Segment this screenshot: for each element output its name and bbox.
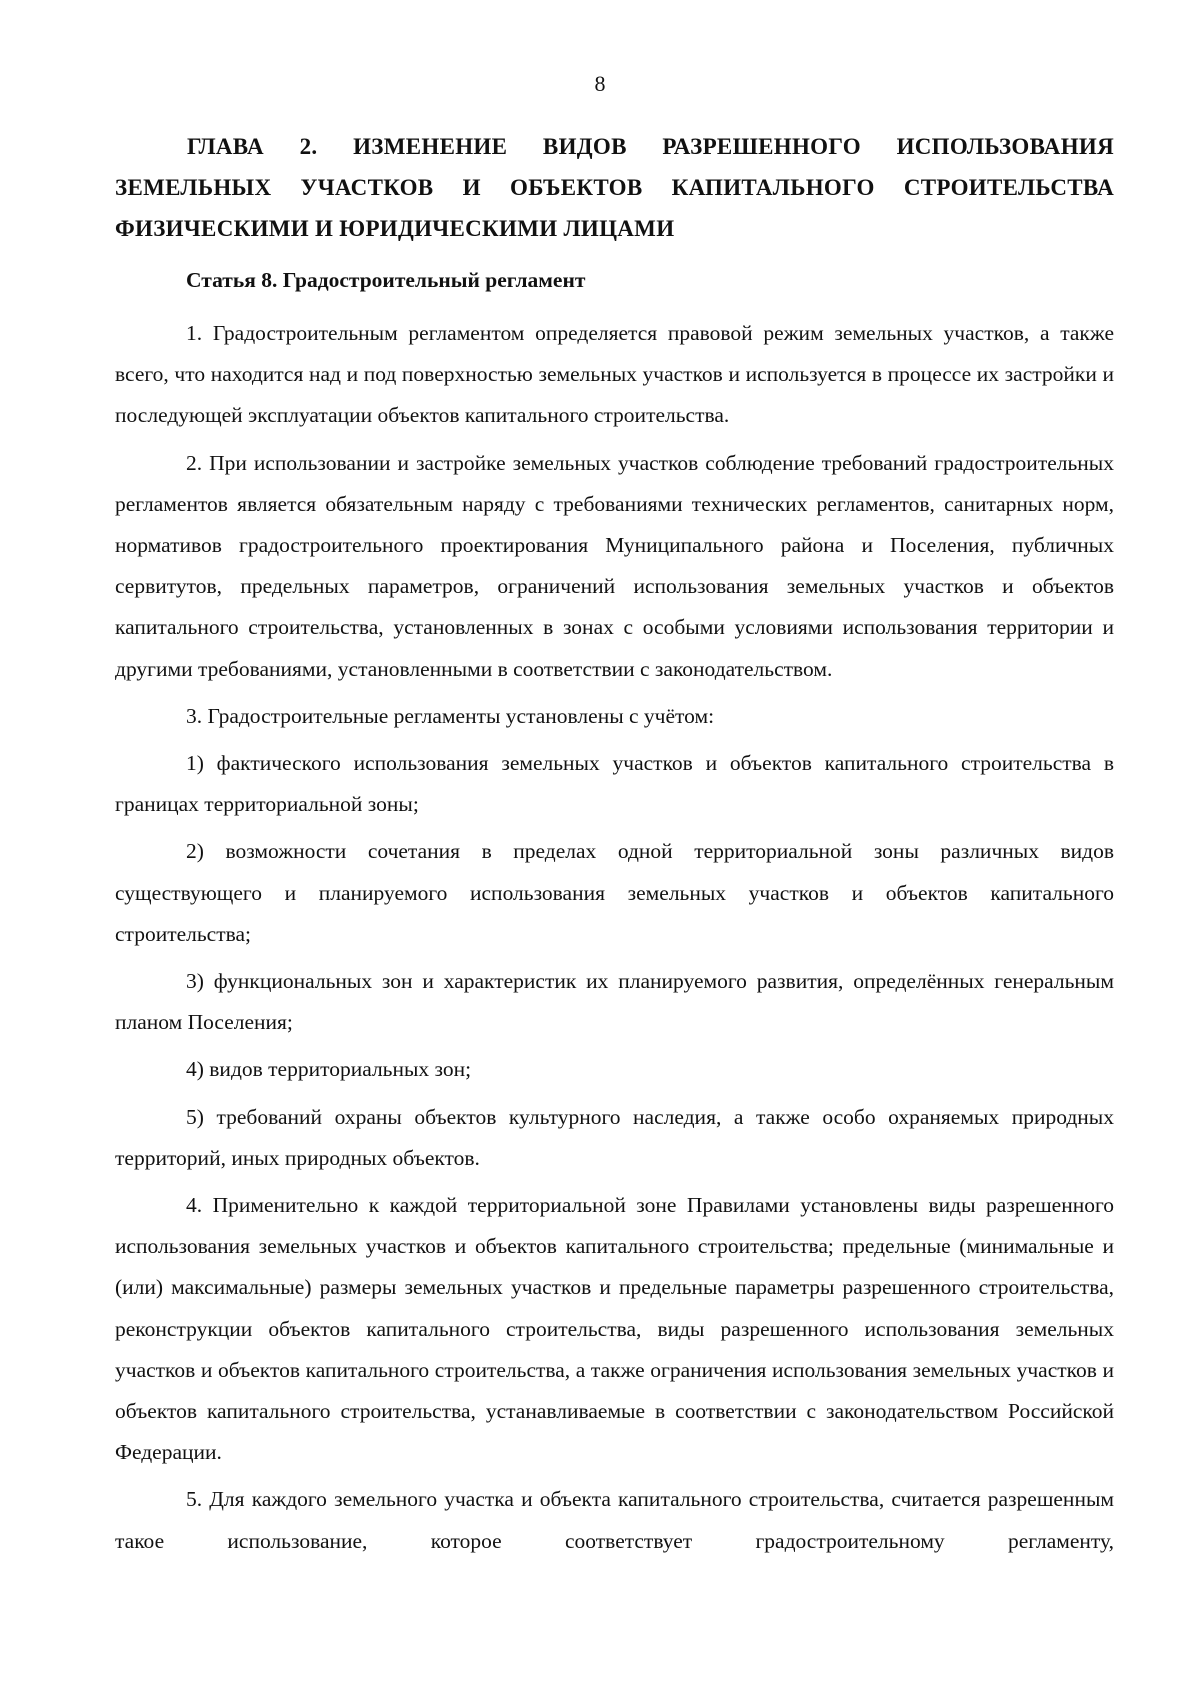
paragraph-1: 1. Градостроительным регламентом определяется правовой режим земельных участков, а также всего, что находится над и под поверхностью земельных участков и используется в процессе их застройки и последующей эксплуатации объектов капитального строительства. — [115, 321, 1114, 428]
chapter-title: ГЛАВА 2. ИЗМЕНЕНИЕ ВИДОВ РАЗРЕШЕННОГО ИСПОЛЬЗОВАНИЯ ЗЕМЕЛЬНЫХ УЧАСТКОВ И ОБЪЕКТОВ КАПИТАЛЬНОГО СТРОИТЕЛЬСТВА ФИЗИЧЕСКИМИ И ЮРИДИЧЕСКИМИ ЛИЦАМИ — [115, 134, 1114, 241]
page-content — [115, 126, 1114, 1568]
paragraph-2: 2. При использовании и застройке земельных участков соблюдение требований градостроительных регламентов является обязательным наряду с требованиями технических регламентов, санитарных норм, нормативов градостроительного проектирования Муниципального района и Поселения, публичных сервитутов, предельных параметров, ограничений использования земельных участков и объектов капитального строительства, установленных в зонах с особыми условиями использования территории и другими требованиями, установленными в соответствии с законодательством. — [115, 450, 1114, 681]
article-title: Статья 8. Градостроительный регламент — [186, 268, 586, 292]
paragraph-3: 3. Градостроительные регламенты установлены с учётом: — [186, 703, 715, 728]
paragraph-4: 4. Применительно к каждой территориальной зоне Правилами установлены виды разрешенного использования земельных участков и объектов капитального строительства; предельные (минимальные и (или) максимальные) размеры земельных участков и предельные параметры разрешенного строительства, реконструкции объектов капитального строительства, виды разрешенного использования земельных участков и объектов капитального строительства, а также ограничения использования земельных участков и объектов капитального строительства, устанавливаемые в соответствии с законодательством Российской Федерации. — [115, 1193, 1114, 1465]
page-number: 8 — [594, 71, 606, 96]
list-item-2: 2) возможности сочетания в пределах одной территориальной зоны различных видов существующего и планируемого использования земельных участков и объектов капитального строительства; — [115, 839, 1114, 946]
list-item-5: 5) требований охраны объектов культурного наследия, а также особо охраняемых природных территорий, иных природных объектов. — [115, 1104, 1114, 1170]
list-item-4: 4) видов территориальных зон; — [186, 1057, 472, 1082]
paragraph-5: 5. Для каждого земельного участка и объекта капитального строительства, считается разрешенным такое использование, которое соответствует градостроительному регламенту, — [115, 1487, 1114, 1553]
list-item-3: 3) функциональных зон и характеристик их планируемого развития, определённых генеральным планом Поселения; — [115, 969, 1114, 1035]
list-item-1: 1) фактического использования земельных участков и объектов капитального строительства в границах территориальной зоны; — [115, 751, 1114, 817]
